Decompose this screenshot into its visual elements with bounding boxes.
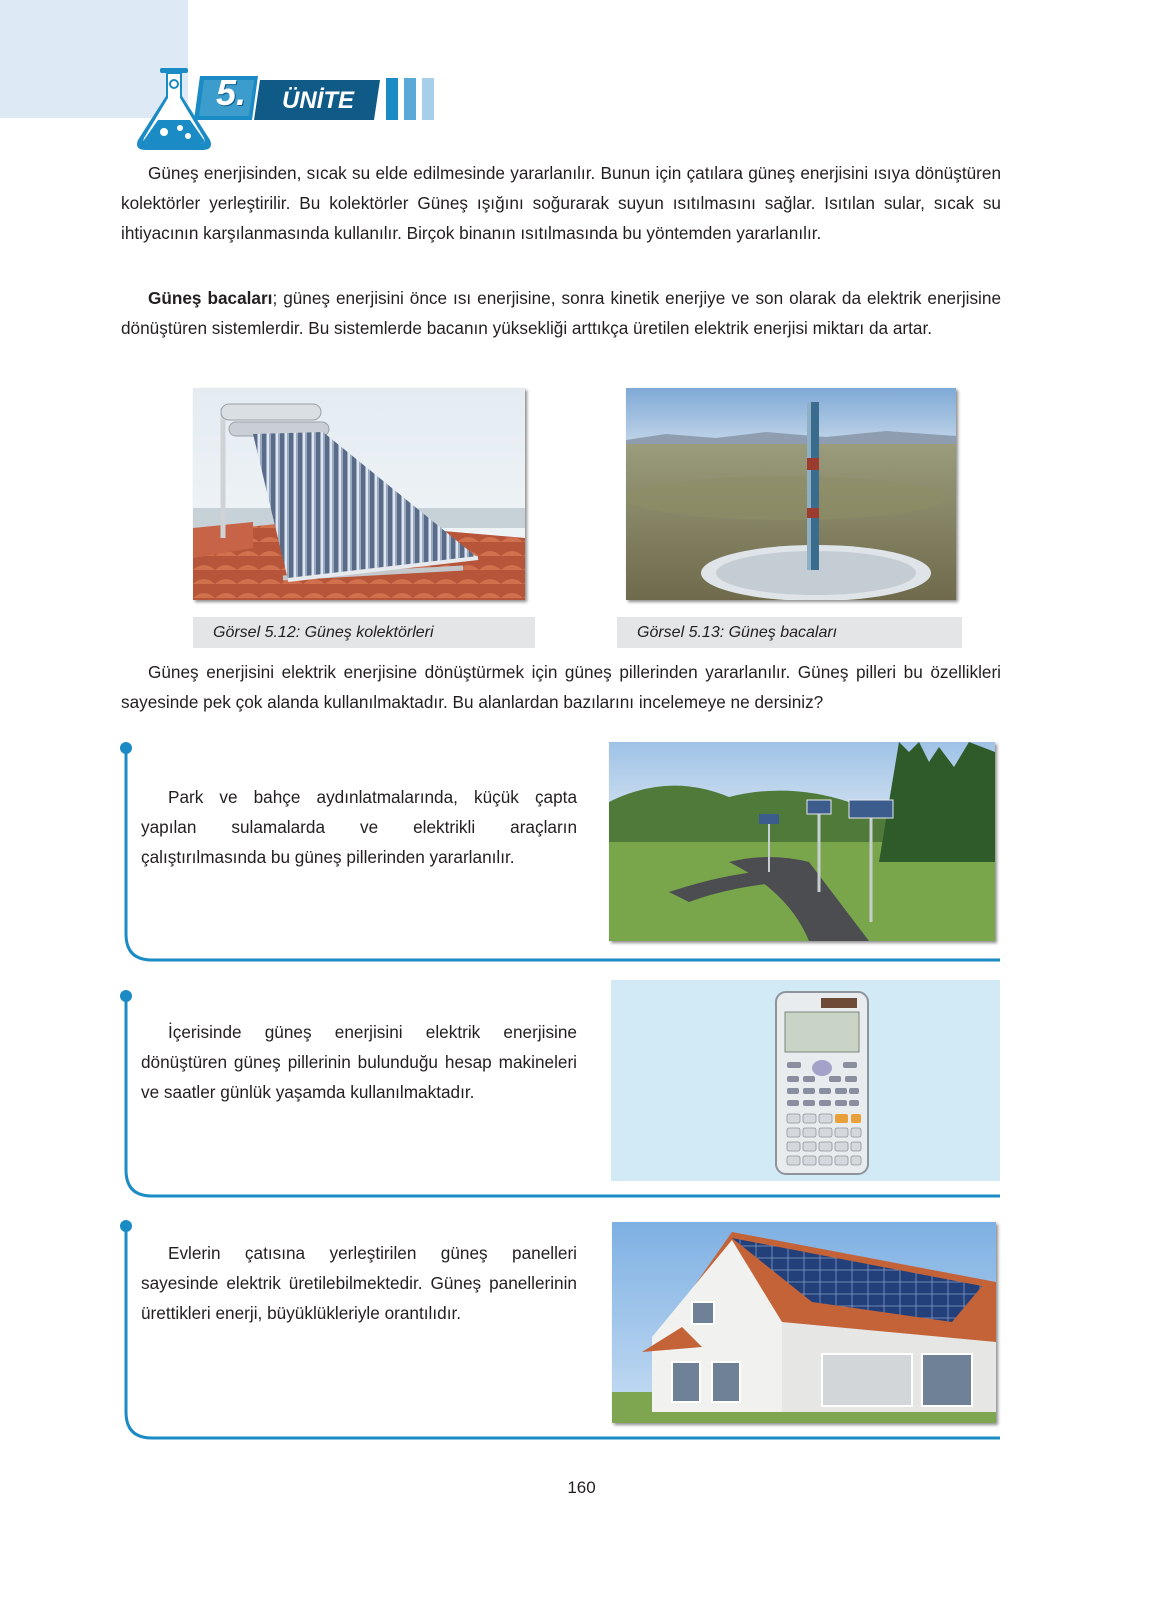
intro-paragraph-1 xyxy=(121,158,1001,248)
solar-chimney-photo xyxy=(626,388,956,600)
middle-text: Güneş enerjisini elektrik enerjisine dönüştürmek için güneş pillerinden yararlanılır. Güneş pilleri bu özellikleri sayesinde pek çok alanda kullanılmaktadır. Bu alanlardan bazılarını incelemeye ne dersiniz? xyxy=(121,662,1001,712)
solar-street-lights-photo xyxy=(609,742,995,941)
term-gunes-bacalari: Güneş bacaları xyxy=(148,288,273,308)
unit-number: 5. xyxy=(215,72,247,113)
intro-text-2: ; güneş enerjisini önce ısı enerjisine, sonra kinetik enerjiye ve son olarak da elektrik enerjisine dönüştüren sistemlerdir. Bu sistemlerde bacanın yüksekliği arttıkça üretilen elektrik enerjisi miktarı da artar. xyxy=(121,288,1001,338)
card-text-1: Park ve bahçe aydınlatmalarında, küçük çapta yapılan sulamalarda ve elektrikli araçların çalıştırılmasında bu güneş pillerinden yararlanılır. xyxy=(141,787,577,867)
solar-collector-photo xyxy=(193,388,525,600)
card-text-3: Evlerin çatısına yerleştirilen güneş panelleri sayesinde elektrik üretilebilmektedir. Güneş panellerinin ürettikleri enerji, büyüklükleriyle orantılıdır. xyxy=(141,1243,577,1323)
unit-header xyxy=(130,62,450,154)
solar-calculator-photo xyxy=(611,980,1000,1181)
page-number: 160 xyxy=(567,1478,596,1497)
middle-paragraph xyxy=(121,657,1001,717)
intro-text-1: Güneş enerjisinden, sıcak su elde edilmesinde yararlanılır. Bunun için çatılara güneş enerjisini ısıya dönüştüren kolektörler yerleştirilir. Bu kolektörler Güneş ışığını soğurarak suyun ısıtılmasını sağlar. Isıtılan sular, sıcak su ihtiyacının karşılanmasında kullanılır. Birçok binanın ısıtılmasında bu yöntemden yararlanılır. xyxy=(121,163,1001,243)
unit-label: ÜNİTE xyxy=(282,87,354,114)
solar-roof-house-photo xyxy=(612,1222,996,1423)
figure-5-13-caption: Görsel 5.13: Güneş bacaları xyxy=(617,617,962,648)
figure-5-12-caption: Görsel 5.12: Güneş kolektörleri xyxy=(193,617,535,648)
card-text-2: İçerisinde güneş enerjisini elektrik enerjisine dönüştüren güneş pillerinin bulunduğu hesap makineleri ve saatler günlük yaşamda kullanılmaktadır. xyxy=(141,1022,577,1102)
intro-paragraph-2 xyxy=(121,283,1001,343)
